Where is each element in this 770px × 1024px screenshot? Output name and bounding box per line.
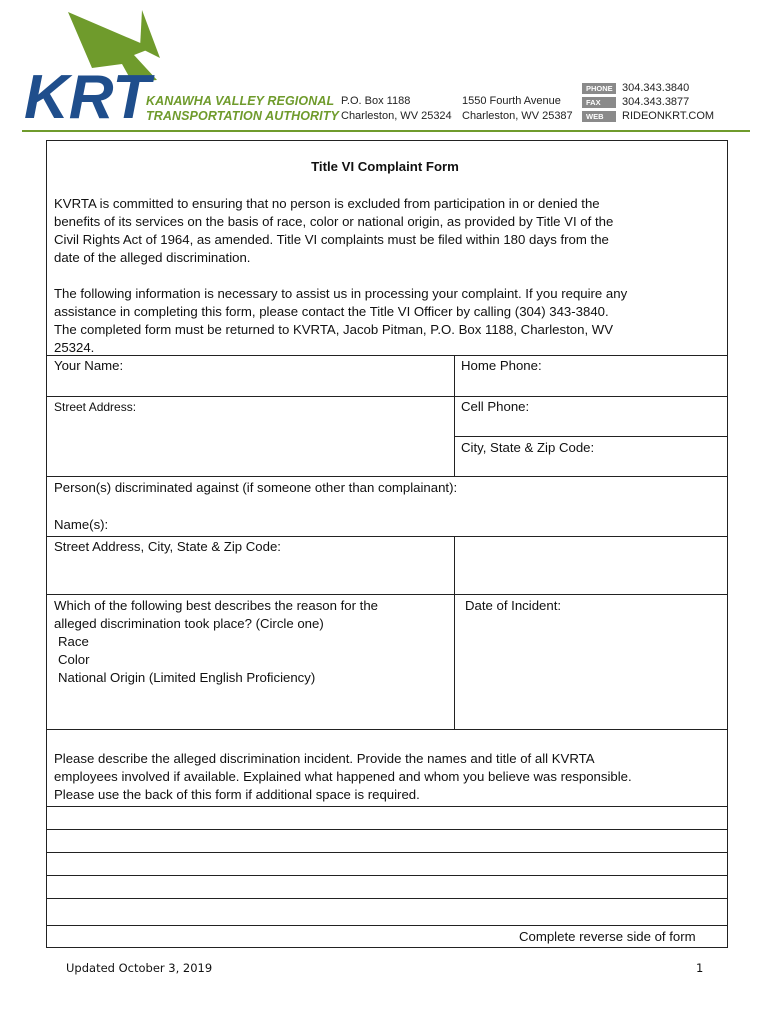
intro-p2-line: The following information is necessary to assist us in processing your complaint. If you require any xyxy=(54,286,628,301)
intro-p1-line: KVRTA is committed to ensuring that no person is excluded from participation in or denied the xyxy=(54,196,600,211)
row-divider xyxy=(46,536,728,537)
intro-p2-line: 25324. xyxy=(54,340,95,355)
writing-line xyxy=(46,852,728,853)
po-address xyxy=(341,94,452,124)
reason-option-color[interactable]: Color xyxy=(58,652,90,667)
persons-discriminated-label: Person(s) discriminated against (if someone other than complainant): xyxy=(54,480,458,495)
column-divider xyxy=(454,355,455,476)
describe-line: Please use the back of this form if additional space is required. xyxy=(54,787,420,802)
org-name xyxy=(146,94,339,124)
intro-p1-line: date of the alleged discrimination. xyxy=(54,250,251,265)
date-of-incident-label: Date of Incident: xyxy=(465,598,562,613)
intro-p1-line: benefits of its services on the basis of race, color or national origin, as provided by Title VI of the xyxy=(54,214,614,229)
reason-option-race[interactable]: Race xyxy=(58,634,89,649)
row-divider xyxy=(46,355,728,356)
org-name-line1: KANAWHA VALLEY REGIONAL xyxy=(146,94,335,108)
contact-phone xyxy=(582,81,714,95)
street-address-line1: 1550 Fourth Avenue xyxy=(462,95,561,107)
contact-web xyxy=(582,109,714,123)
intro-paragraph-1 xyxy=(54,195,613,267)
street-address-line2: Charleston, WV 25387 xyxy=(462,110,573,122)
street-city-zip-label: Street Address, City, State & Zip Code: xyxy=(54,539,281,554)
web-tag: WEB xyxy=(582,111,616,122)
po-address-line1: P.O. Box 1188 xyxy=(341,95,411,107)
writing-line xyxy=(46,875,728,876)
updated-date: Updated October 3, 2019 xyxy=(66,961,213,975)
describe-line: employees involved if available. Explained what happened and whom you believe was responsible. xyxy=(54,769,632,784)
fax-tag: FAX xyxy=(582,97,616,108)
row-divider xyxy=(454,436,728,437)
intro-p2-line: assistance in completing this form, please contact the Title VI Officer by calling (304) 343-3840. xyxy=(54,304,609,319)
names-label: Name(s): xyxy=(54,517,109,532)
describe-line: Please describe the alleged discrimination incident. Provide the names and title of all KVRTA xyxy=(54,751,595,766)
intro-p2-line: The completed form must be returned to KVRTA, Jacob Pitman, P.O. Box 1188, Charleston, WV xyxy=(54,322,614,337)
writing-line xyxy=(46,898,728,899)
po-address-line2: Charleston, WV 25324 xyxy=(341,110,452,122)
form-title: Title VI Complaint Form xyxy=(311,159,459,174)
row-divider xyxy=(46,729,728,730)
reason-option-national-origin[interactable]: National Origin (Limited English Proficiency) xyxy=(58,670,316,685)
home-phone-label: Home Phone: xyxy=(461,358,542,373)
writing-line xyxy=(46,806,728,807)
street-address-header xyxy=(462,94,573,124)
street-address-label: Street Address: xyxy=(54,400,137,414)
column-divider xyxy=(454,536,455,729)
row-divider xyxy=(46,396,728,397)
describe-instructions xyxy=(54,750,632,804)
contact-fax xyxy=(582,95,714,109)
reason-line: alleged discrimination took place? (Circle one) xyxy=(54,616,324,631)
reason-question xyxy=(54,597,378,687)
reason-line: Which of the following best describes the reason for the xyxy=(54,598,379,613)
your-name-label: Your Name: xyxy=(54,358,124,373)
row-divider xyxy=(46,476,728,477)
logo-text: KRT xyxy=(24,63,151,122)
page-number: 1 xyxy=(696,961,704,975)
contact-block xyxy=(582,81,714,123)
web-value: RIDEONKRT.COM xyxy=(622,109,715,122)
header-rule xyxy=(22,130,750,132)
writing-line xyxy=(46,925,728,926)
intro-p1-line: Civil Rights Act of 1964, as amended. Title VI complaints must be filed within 180 days from the xyxy=(54,232,609,247)
phone-value: 304.343.3840 xyxy=(622,81,690,94)
writing-line xyxy=(46,829,728,830)
org-name-line2: TRANSPORTATION AUTHORITY xyxy=(146,109,339,123)
phone-tag: PHONE xyxy=(582,83,616,94)
cell-phone-label: Cell Phone: xyxy=(461,399,530,414)
row-divider xyxy=(46,594,728,595)
fax-value: 304.343.3877 xyxy=(622,95,690,108)
complete-reverse-note: Complete reverse side of form xyxy=(519,929,696,944)
intro-paragraph-2 xyxy=(54,285,627,357)
city-state-zip-label: City, State & Zip Code: xyxy=(461,440,595,455)
